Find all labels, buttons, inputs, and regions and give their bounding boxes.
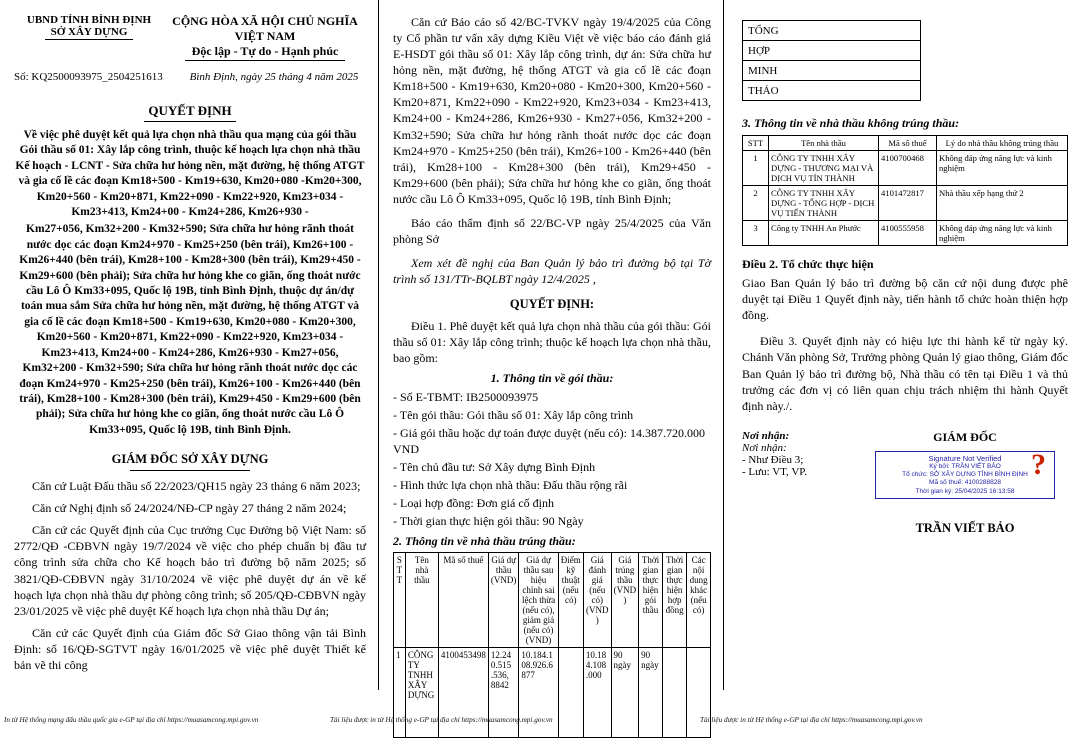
cell-bidder-name: CÔNG TY TNHH XÂY DỰNG - THƯƠNG MẠI VÀ DỊCH VỤ TÍN THÀNH <box>769 151 879 186</box>
basis-item: Căn cứ Nghị định số 24/2024/NĐ-CP ngày 27 tháng 2 năm 2024; <box>32 501 347 516</box>
digital-signature-stamp <box>875 447 1055 499</box>
cell-award-price: 90 ngày <box>611 648 639 738</box>
th-tax-code: Mã số thuế <box>879 136 937 151</box>
table-row <box>743 186 1068 221</box>
th-tax-code: Mã số thuế <box>438 553 488 648</box>
signature-block <box>862 430 1068 536</box>
table-row <box>743 151 1068 186</box>
th-package-duration: Thời gian thực hiện gói thầu <box>639 553 663 648</box>
cell-stt: 3 <box>743 221 769 246</box>
footer-right: Tài liệu được in từ Hệ thống e-GP tại địa chỉ https://muasamcong.mpi.gov.vn <box>700 716 923 724</box>
signature-taxcode: Mã số thuế: 4100288828 <box>929 479 1001 487</box>
issuer-heading: GIÁM ĐỐC SỞ XÂY DỰNG <box>111 452 269 467</box>
signer-name: TRẦN VIẾT BẢO <box>915 520 1015 535</box>
th-stt: S T T <box>394 553 406 648</box>
recipients-title: Nơi nhận: <box>742 429 790 442</box>
decide-heading: QUYẾT ĐỊNH: <box>509 297 595 312</box>
org-line-1: UBND TỈNH BÌNH ĐỊNH <box>26 14 152 26</box>
routing-line: THẢO <box>743 81 921 101</box>
column-middle <box>378 0 723 701</box>
cell-stt: 2 <box>743 186 769 221</box>
document-number: Số: KQ2500093975_2504251613 <box>14 71 163 83</box>
cell-bidder-name: CÔNG TY TNHH XÂY DỰNG - TỔNG HỢP - DỊCH VỤ TIẾN THÀNH <box>769 186 879 221</box>
package-info-item: - Loại hợp đồng: Đơn giá cố định <box>393 496 554 511</box>
footer-center: Tài liệu được in từ Hệ thống e-GP tại địa chỉ https://muasamcong.mpi.gov.vn <box>330 716 553 724</box>
article-1: Điều 1. Phê duyệt kết quả lựa chọn nhà thầu của gói thầu: Gói thầu số 01: Xây lắp công trình; thuộc kế hoạch lựa chọn nhà thầu, bao gồm: <box>393 319 711 366</box>
cell-other <box>687 648 711 738</box>
cell-reason: Không đáp ứng năng lực và kinh nghiệm <box>937 221 1068 246</box>
nation-line-1: CỘNG HÒA XÃ HỘI CHỦ NGHĨA VIỆT NAM <box>172 14 358 43</box>
report-paragraph-2: Báo cáo thẩm định số 22/BC-VP ngày 25/4/2025 của Văn phòng Sở <box>393 215 711 247</box>
signature-org: Tổ chức: SỞ XÂY DỰNG TỈNH BÌNH ĐỊNH <box>902 471 1028 479</box>
cell-contract-duration <box>662 648 686 738</box>
nation-heading <box>164 14 366 61</box>
recipient-item: - Như Điều 3; <box>742 453 804 466</box>
package-info-item: - Số E-TBMT: IB2500093975 <box>393 389 539 404</box>
decision-title: QUYẾT ĐỊNH <box>148 103 232 118</box>
nation-line-2: Độc lập - Tự do - Hạnh phúc <box>191 44 339 58</box>
section-3-title: 3. Thông tin về nhà thầu không trúng thầu: <box>742 116 960 130</box>
recipients-label: Nơi nhận: <box>742 441 787 454</box>
package-info-item: - Tên chủ đầu tư: Sở Xây dựng Bình Định <box>393 459 596 474</box>
th-technical-score: Điểm kỹ thuật (nếu có) <box>558 553 583 648</box>
th-bid-price: Giá dự thầu (VND) <box>488 553 519 648</box>
cell-stt: 1 <box>743 151 769 186</box>
th-bidder-name: Tên nhà thầu <box>405 553 438 648</box>
th-contract-duration: Thời gian thực hiện hợp đồng <box>662 553 686 648</box>
th-award-price: Giá trúng thầu (VND ) <box>611 553 639 648</box>
section-1-title: 1. Thông tin về gói thầu: <box>490 371 614 386</box>
routing-line: MINH <box>743 61 921 81</box>
package-info-item: - Tên gói thầu: Gói thầu số 01: Xây lắp công trình <box>393 407 634 422</box>
cell-tax-code: 4100700468 <box>879 151 937 186</box>
cell-bid-price: 12.24 0.515 .536, 8842 <box>488 648 519 738</box>
table-row <box>743 221 1068 246</box>
basis-item: Căn cứ các Quyết định của Giám đốc Sở Giao thông vận tải Bình Định: số 16/QĐ-SGTVT ngày 16/01/2025 về việc phê duyệt Thiết kế bản vẽ thi công <box>14 625 366 672</box>
cell-bidder-name: CÔNG TY TNHH XÂY DỰNG <box>405 648 438 738</box>
title-underline <box>144 121 236 122</box>
cell-tax-code: 4100453498 <box>438 648 488 738</box>
routing-stamp-box <box>742 20 921 101</box>
article-2-body: Giao Ban Quản lý bảo trì đường bộ căn cứ nội dung được phê duyệt tại Điều 1 Quyết định này, tiến hành tổ chức hoàn thiện hợp đồng. <box>742 276 1068 323</box>
signature-status: Signature Not Verified <box>928 453 1002 463</box>
th-adjusted-price: Giá dự thầu sau hiệu chỉnh sai lệch thừa (nếu có), giảm giá (nếu có) (VND) <box>519 553 558 648</box>
th-other: Các nội dung khác (nếu có) <box>687 553 711 648</box>
cell-evaluated-price: 10.18 4.108 .000 <box>583 648 611 738</box>
nation-divider <box>185 60 345 61</box>
routing-line: HỢP <box>743 41 921 61</box>
issuing-org <box>14 14 164 61</box>
cell-package-duration: 90 ngày <box>639 648 663 738</box>
issuer-underline <box>130 470 250 471</box>
signature-mark-icon: ? <box>1031 447 1046 481</box>
cell-adjusted-price: 10.184.1 08.926.6 877 <box>519 648 558 738</box>
cell-reason: Không đáp ứng năng lực và kinh nghiệm <box>937 151 1068 186</box>
cell-tax-code: 4100555958 <box>879 221 937 246</box>
cell-tax-code: 4101472817 <box>879 186 937 221</box>
column-left <box>0 0 378 690</box>
decision-subtitle: Về việc phê duyệt kết quả lựa chọn nhà thầu qua mạng của gói thầu Gói thầu số 01: Xây lắp công trình, thuộc kế hoạch lựa chọn nhà thầu Kế hoạch - LCNT - Sửa chữa hư hỏng nền, mặt đường, hệ thống ATGT và gia cố lề các đoạn Km18+500 - Km19+630, Km20+080 -Km20+300, Km20+560 - Km20+871, Km22+090 - Km22+920, Km23+034 - Km23+413, Km24+00 - Km24+286, Km26+930 - <box>15 129 365 219</box>
signature-signer: Ký bởi: TRẦN VIẾT BẢO <box>929 463 1001 471</box>
article-2-heading: Điều 2. Tổ chức thực hiện <box>742 257 874 272</box>
cell-stt: 1 <box>394 648 406 738</box>
place-and-date: Bình Định, ngày 25 tháng 4 năm 2025 <box>189 71 359 83</box>
cell-technical-score <box>558 648 583 738</box>
column-right <box>723 0 1080 690</box>
package-info-item: - Thời gian thực hiện gói thầu: 90 Ngày <box>393 514 584 529</box>
basis-item: Căn cứ các Quyết định của Cục trưởng Cục Đường bộ Việt Nam: số 2772/QĐ -CĐBVN ngày 19/7/2024 về việc cho phép chuẩn bị đầu tư công trình sửa chữa cho Kế hoạch bảo trì đường bộ năm 2025; số 3821/QĐ-CĐBVN ngày 31/10/2024 về việc phê duyệt dự án về kế hoạch lựa chọn nhà thầu dự phòng công trình; số 205/QĐ-CĐBVN ngày 23/01/2025 về việc phê duyệt Kế hoạch lựa chọn nhà thầu Dự án; <box>14 523 366 618</box>
th-evaluated-price: Giá đánh giá (nếu có) (VND ) <box>583 553 611 648</box>
footer-left: In từ Hệ thống mạng đấu thầu quốc gia e-GP tại địa chỉ https://muasamcong.mpi.gov.vn <box>4 716 259 724</box>
winning-bidder-table <box>393 552 711 738</box>
table-header-row <box>743 136 1068 151</box>
losing-bidders-table <box>742 135 1068 246</box>
org-divider <box>45 39 133 40</box>
org-line-2: SỞ XÂY DỰNG <box>50 26 128 38</box>
cell-reason: Nhà thầu xếp hạng thứ 2 <box>937 186 1068 221</box>
report-paragraph-3: Xem xét đề nghị của Ban Quản lý bảo trì đường bộ tại Tờ trình số 131/TTr-BQLBT ngày 12/4/2025 , <box>393 256 711 287</box>
th-reason: Lý do nhà thầu không trúng thầu <box>937 136 1068 151</box>
recipients-block <box>742 430 862 536</box>
section-2-title: 2. Thông tin về nhà thầu trúng thầu: <box>393 534 576 549</box>
th-stt: STT <box>743 136 769 151</box>
article-3: Điều 3. Quyết định này có hiệu lực thi hành kể từ ngày ký. Chánh Văn phòng Sở, Trưởng phòng Quản lý giao thông, Giám đốc Ban Quản lý bảo trì đường bộ, Nhà thầu có tên tại Điều 1 và thủ trưởng các đơn vị có liên quan chịu trách nhiệm thi hành Quyết định này./. <box>742 334 1068 413</box>
package-info-item: - Giá gói thầu hoặc dự toán được duyệt (nếu có): 14.387.720.000 VND <box>393 425 705 456</box>
document-header <box>14 14 366 61</box>
table-header-row <box>394 553 711 648</box>
th-bidder-name: Tên nhà thầu <box>769 136 879 151</box>
signer-title: GIÁM ĐỐC <box>933 429 997 444</box>
table-row <box>394 648 711 738</box>
report-paragraph-1: Căn cứ Báo cáo số 42/BC-TVKV ngày 19/4/2025 của Công ty Cổ phần tư vấn xây dựng Kiều Việt về việc báo cáo đánh giá E-HSDT gói thầu số 01: Xây lắp công trình, dự án: Sửa chữa hư hỏng nền, mặt đường, hệ thống ATGT và gia cố lề các đoạn Km18+500 - Km19+630, Km20+080 - Km20+300, Km20+560 - Km20+871, Km22+090 - Km22+920, Km23+034 - Km23+413, Km24+00 - Km24+286, Km26+930 - Km27+056, Km32+200 - Km32+590; Sửa chữa hư hỏng rãnh thoát nước dọc các đoạn Km24+970 - Km25+250 (bên trái), Km26+100 - Km26+440 (bên trái), Km28+100 - Km28+300 (bên trái), Km29+450 - Km29+600 (bên phải); Sửa chữa hư hỏng khe co giãn, ống thoát nước cầu Lô Ô Km33+095, Quốc lộ 19B, tỉnh Bình Định; <box>393 15 711 206</box>
basis-item: Căn cứ Luật Đấu thầu số 22/2023/QH15 ngày 23 tháng 6 năm 2023; <box>32 479 361 494</box>
decision-subtitle-cont: Km27+056, Km32+200 - Km32+590; Sửa chữa hư hỏng rãnh thoát nước dọc các đoạn Km24+970 - Km25+250 (bên trái), Km26+100 - Km26+440 (bên trái), Km28+100 - Km28+300 (bên trái), Km29+450 - Km29+600 (bên phải); Sửa chữa hư hỏng khe co giãn, ống thoát nước cầu Lô Ô Km33+095, Quốc lộ 19B, tỉnh Bình Định, thuộc dự án/dự toán mua sắm Sửa chữa hư hỏng nền, mặt đường, hệ thống ATGT và gia cố lề các đoạn Km18+500 - Km19+630, Km20+080 - Km20+300, Km20+560 - Km20+871, Km22+090 - Km22+920, Km23+034 - Km23+413, Km24+00 - Km24+286, Km26+930 - Km27+056, Km32+200 - Km32+590; Sửa chữa hư hỏng rãnh thoát nước dọc các đoạn Km24+970 - Km25+250 (bên trái), Km26+100 - Km26+440 (bên trái), Km28+100 - Km28+300 (bên trái), Km29+450 - Km29+600 (bên phải); Sửa chữa hư hỏng khe co giãn, ống thoát nước cầu Lô Ô Km33+095, Quốc lộ 19B, tỉnh Bình Định. <box>19 223 361 436</box>
package-info-item: - Hình thức lựa chọn nhà thầu: Đấu thầu rộng rãi <box>393 477 628 492</box>
routing-line: TỔNG <box>743 21 921 41</box>
cell-bidder-name: Công ty TNHH An Phước <box>769 221 879 246</box>
signature-time: Thời gian ký: 25/04/2025 16:13:58 <box>915 487 1015 495</box>
recipient-item: - Lưu: VT, VP. <box>742 465 807 478</box>
